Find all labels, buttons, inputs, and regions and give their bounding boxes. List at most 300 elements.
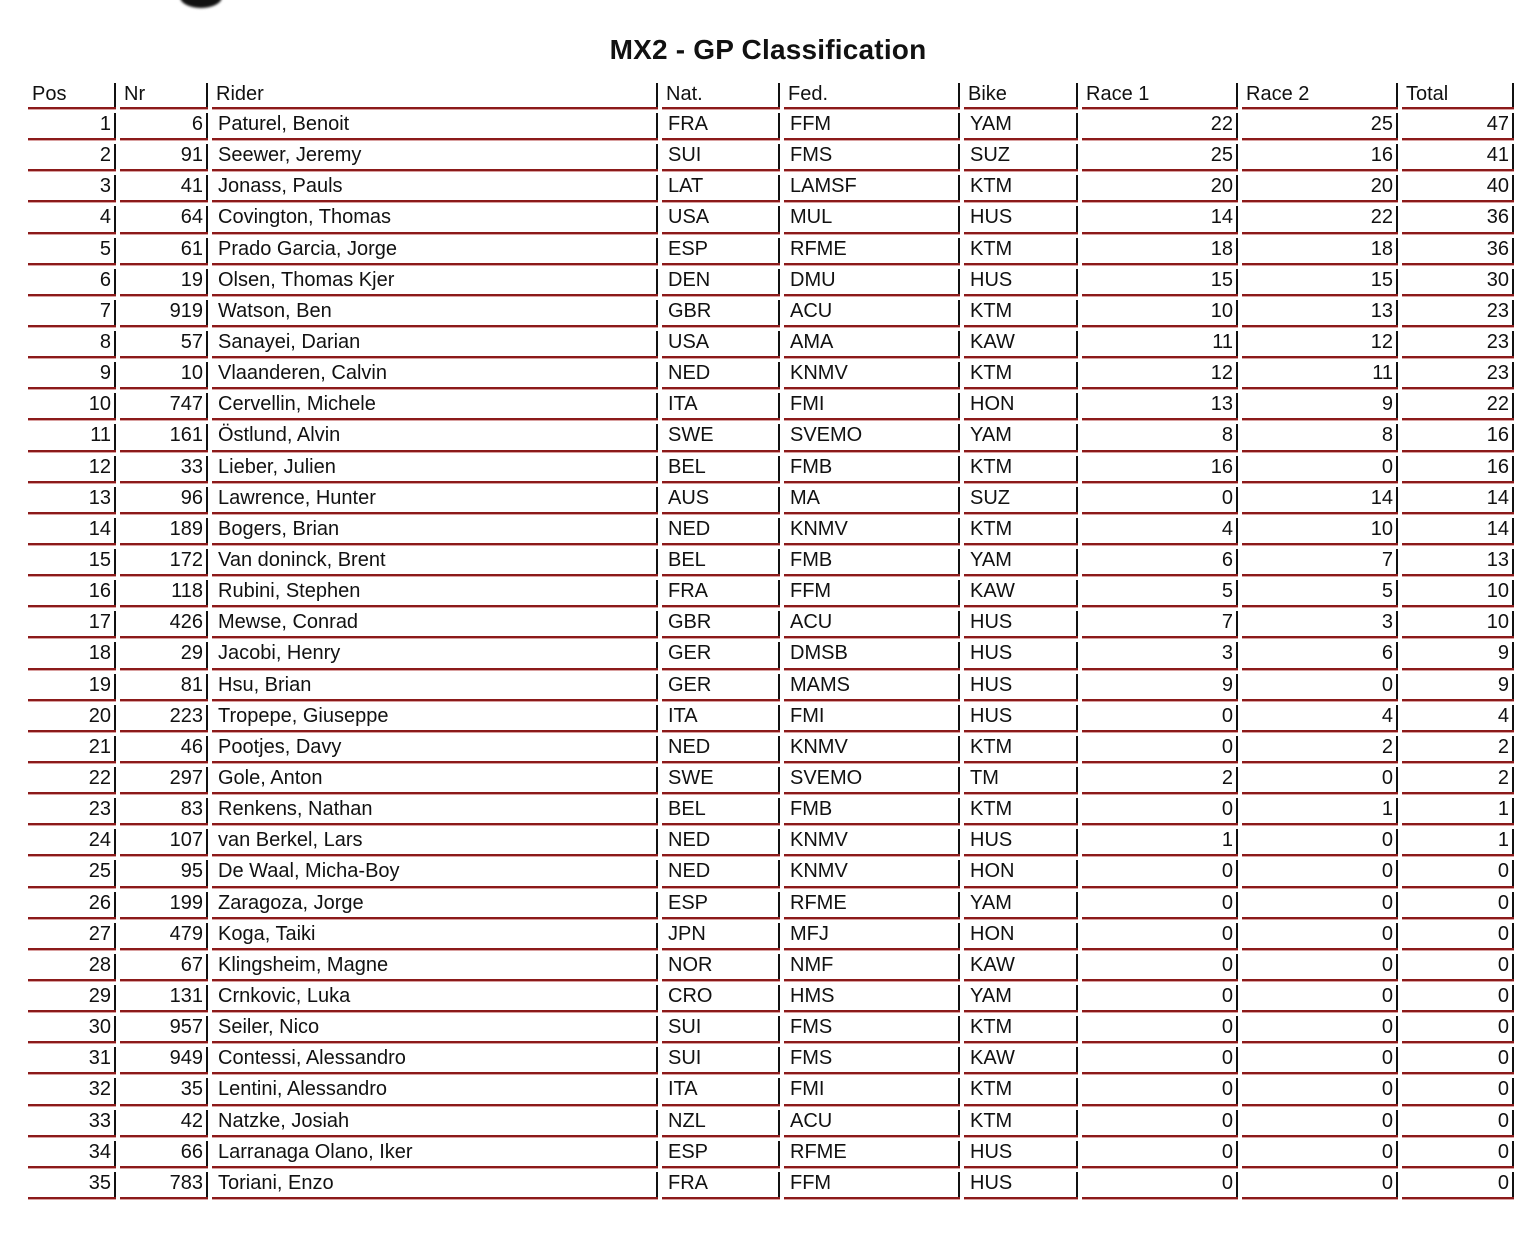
cell-rider: Jacobi, Henry [212,638,658,669]
table-row [28,234,1514,265]
cell-race2: 20 [1242,171,1398,202]
cell-nat: FRA [662,1168,780,1199]
cell-race2: 0 [1242,1168,1398,1199]
cell-bike: KTM [964,171,1078,202]
cell-pos: 33 [28,1106,116,1137]
cell-race1: 15 [1082,265,1238,296]
table-row [28,1168,1514,1199]
cell-bike: YAM [964,981,1078,1012]
cell-fed: RFME [784,1137,960,1168]
cell-race1: 1 [1082,825,1238,856]
cell-pos: 14 [28,514,116,545]
cell-pos: 9 [28,358,116,389]
cell-rider: Sanayei, Darian [212,327,658,358]
cell-race2: 0 [1242,919,1398,950]
column-header-pos: Pos [28,79,116,109]
cell-total: 9 [1402,638,1514,669]
table-row [28,825,1514,856]
cell-nr: 67 [120,950,208,981]
cell-nat: SUI [662,1012,780,1043]
cell-nat: FRA [662,576,780,607]
cell-nr: 919 [120,296,208,327]
cell-rider: Östlund, Alvin [212,420,658,451]
cell-race1: 0 [1082,950,1238,981]
cell-nat: USA [662,327,780,358]
cell-fed: FMB [784,545,960,576]
cell-race2: 14 [1242,483,1398,514]
cell-fed: ACU [784,607,960,638]
cell-race1: 3 [1082,638,1238,669]
cell-rider: van Berkel, Lars [212,825,658,856]
cell-pos: 7 [28,296,116,327]
cell-race1: 0 [1082,701,1238,732]
cell-nat: BEL [662,794,780,825]
cell-race1: 0 [1082,981,1238,1012]
cell-fed: NMF [784,950,960,981]
cell-total: 36 [1402,234,1514,265]
cell-rider: Van doninck, Brent [212,545,658,576]
table-row [28,670,1514,701]
cell-nr: 189 [120,514,208,545]
cell-race1: 22 [1082,109,1238,140]
cell-race2: 3 [1242,607,1398,638]
column-header-bike: Bike [964,79,1078,109]
cell-race2: 5 [1242,576,1398,607]
cell-race1: 13 [1082,389,1238,420]
cell-bike: YAM [964,545,1078,576]
cell-fed: SVEMO [784,763,960,794]
cell-total: 0 [1402,1168,1514,1199]
cell-bike: HUS [964,1137,1078,1168]
cell-bike: HUS [964,701,1078,732]
cell-nat: JPN [662,919,780,950]
cell-rider: Cervellin, Michele [212,389,658,420]
cell-nat: NED [662,825,780,856]
cell-nr: 95 [120,856,208,887]
cell-pos: 27 [28,919,116,950]
cell-bike: KAW [964,950,1078,981]
cell-bike: HUS [964,1168,1078,1199]
cell-nat: NED [662,358,780,389]
cell-fed: LAMSF [784,171,960,202]
cell-total: 0 [1402,1137,1514,1168]
cell-race2: 0 [1242,856,1398,887]
cell-bike: HUS [964,825,1078,856]
cell-pos: 10 [28,389,116,420]
cell-pos: 5 [28,234,116,265]
table-row [28,981,1514,1012]
cell-nr: 172 [120,545,208,576]
table-row [28,296,1514,327]
cell-nat: ITA [662,1074,780,1105]
cell-bike: HON [964,389,1078,420]
cell-race1: 0 [1082,856,1238,887]
cell-pos: 35 [28,1168,116,1199]
cell-nr: 42 [120,1106,208,1137]
cell-bike: SUZ [964,483,1078,514]
cell-race1: 12 [1082,358,1238,389]
cell-rider: Jonass, Pauls [212,171,658,202]
cell-bike: HON [964,919,1078,950]
cell-fed: FFM [784,1168,960,1199]
cell-rider: Koga, Taiki [212,919,658,950]
cell-race1: 25 [1082,140,1238,171]
cell-total: 2 [1402,732,1514,763]
table-row [28,950,1514,981]
cell-pos: 1 [28,109,116,140]
cell-rider: De Waal, Micha-Boy [212,856,658,887]
cell-total: 47 [1402,109,1514,140]
cell-fed: HMS [784,981,960,1012]
cell-race2: 12 [1242,327,1398,358]
table-header-row [28,79,1514,109]
cell-race2: 13 [1242,296,1398,327]
cell-nr: 57 [120,327,208,358]
cell-nat: LAT [662,171,780,202]
cell-race2: 0 [1242,1043,1398,1074]
cell-race2: 0 [1242,1106,1398,1137]
cell-pos: 4 [28,202,116,233]
cell-pos: 2 [28,140,116,171]
cell-pos: 15 [28,545,116,576]
table-row [28,358,1514,389]
cell-race1: 8 [1082,420,1238,451]
cell-nat: NED [662,732,780,763]
cell-bike: HUS [964,202,1078,233]
cell-total: 4 [1402,701,1514,732]
cell-race1: 18 [1082,234,1238,265]
classification-table [28,79,1514,1199]
cell-pos: 28 [28,950,116,981]
table-row [28,265,1514,296]
cell-race1: 0 [1082,1106,1238,1137]
cell-fed: FMS [784,1012,960,1043]
cell-total: 9 [1402,670,1514,701]
cell-rider: Mewse, Conrad [212,607,658,638]
table-row [28,140,1514,171]
cell-bike: HUS [964,265,1078,296]
cell-fed: ACU [784,296,960,327]
cell-rider: Paturel, Benoit [212,109,658,140]
cell-race2: 9 [1242,389,1398,420]
cell-total: 2 [1402,763,1514,794]
cell-fed: FMS [784,140,960,171]
cell-race2: 0 [1242,981,1398,1012]
cell-pos: 11 [28,420,116,451]
cell-nat: ESP [662,1137,780,1168]
cell-bike: HUS [964,638,1078,669]
table-row [28,327,1514,358]
table-row [28,576,1514,607]
cell-rider: Klingsheim, Magne [212,950,658,981]
cell-race1: 0 [1082,888,1238,919]
column-header-nat: Nat. [662,79,780,109]
cell-race1: 0 [1082,1168,1238,1199]
table-row [28,545,1514,576]
cell-total: 0 [1402,1012,1514,1043]
cell-bike: YAM [964,420,1078,451]
cell-race1: 16 [1082,452,1238,483]
cell-rider: Contessi, Alessandro [212,1043,658,1074]
cell-race2: 6 [1242,638,1398,669]
cell-rider: Covington, Thomas [212,202,658,233]
cell-race1: 0 [1082,1137,1238,1168]
table-row [28,202,1514,233]
cell-total: 1 [1402,794,1514,825]
cell-nr: 747 [120,389,208,420]
cell-fed: FMI [784,701,960,732]
cell-total: 22 [1402,389,1514,420]
cell-bike: YAM [964,888,1078,919]
cell-bike: HUS [964,670,1078,701]
cell-race1: 0 [1082,1012,1238,1043]
cell-total: 0 [1402,981,1514,1012]
cell-total: 10 [1402,576,1514,607]
cell-rider: Zaragoza, Jorge [212,888,658,919]
cell-race1: 9 [1082,670,1238,701]
cell-race1: 7 [1082,607,1238,638]
cell-race1: 4 [1082,514,1238,545]
cell-fed: MFJ [784,919,960,950]
cell-fed: FMI [784,1074,960,1105]
table-row [28,701,1514,732]
cell-rider: Vlaanderen, Calvin [212,358,658,389]
cell-bike: HUS [964,607,1078,638]
cell-race2: 18 [1242,234,1398,265]
table-row [28,514,1514,545]
cell-pos: 22 [28,763,116,794]
cell-race1: 10 [1082,296,1238,327]
cell-pos: 20 [28,701,116,732]
cell-rider: Watson, Ben [212,296,658,327]
cell-nat: SWE [662,420,780,451]
cell-fed: FMB [784,452,960,483]
cell-nr: 19 [120,265,208,296]
cell-nat: BEL [662,452,780,483]
cell-bike: KTM [964,514,1078,545]
table-row [28,1012,1514,1043]
cell-race2: 15 [1242,265,1398,296]
cell-fed: KNMV [784,514,960,545]
cell-nr: 35 [120,1074,208,1105]
cell-nat: FRA [662,109,780,140]
cell-total: 41 [1402,140,1514,171]
cell-nr: 426 [120,607,208,638]
cell-bike: KTM [964,452,1078,483]
table-row [28,732,1514,763]
cell-bike: KTM [964,296,1078,327]
cell-race1: 5 [1082,576,1238,607]
table-row [28,607,1514,638]
table-row [28,483,1514,514]
cell-fed: DMSB [784,638,960,669]
cell-nr: 783 [120,1168,208,1199]
cell-pos: 18 [28,638,116,669]
cell-bike: YAM [964,109,1078,140]
cell-nat: DEN [662,265,780,296]
cell-total: 13 [1402,545,1514,576]
cell-nat: NOR [662,950,780,981]
cell-nat: CRO [662,981,780,1012]
cell-nr: 96 [120,483,208,514]
cell-race2: 22 [1242,202,1398,233]
cell-pos: 23 [28,794,116,825]
page-title: MX2 - GP Classification [609,34,927,65]
table-row [28,638,1514,669]
cell-nr: 297 [120,763,208,794]
cell-fed: FMI [784,389,960,420]
cell-fed: AMA [784,327,960,358]
cell-rider: Larranaga Olano, Iker [212,1137,658,1168]
cell-race2: 16 [1242,140,1398,171]
cell-pos: 26 [28,888,116,919]
cell-race2: 1 [1242,794,1398,825]
cell-nr: 10 [120,358,208,389]
cell-rider: Bogers, Brian [212,514,658,545]
cell-bike: KAW [964,576,1078,607]
cell-bike: KTM [964,732,1078,763]
cell-rider: Seiler, Nico [212,1012,658,1043]
cell-nat: GER [662,638,780,669]
cell-pos: 17 [28,607,116,638]
cell-race2: 11 [1242,358,1398,389]
cell-rider: Rubini, Stephen [212,576,658,607]
table-row [28,171,1514,202]
cell-pos: 3 [28,171,116,202]
cell-rider: Crnkovic, Luka [212,981,658,1012]
cell-rider: Gole, Anton [212,763,658,794]
cell-nr: 81 [120,670,208,701]
cell-nr: 46 [120,732,208,763]
cell-race2: 8 [1242,420,1398,451]
cell-race2: 0 [1242,888,1398,919]
cell-fed: FMS [784,1043,960,1074]
cell-total: 23 [1402,327,1514,358]
cell-nr: 66 [120,1137,208,1168]
cell-total: 16 [1402,452,1514,483]
cell-race2: 0 [1242,452,1398,483]
cell-rider: Renkens, Nathan [212,794,658,825]
table-row [28,794,1514,825]
cell-total: 0 [1402,1043,1514,1074]
cell-race2: 0 [1242,763,1398,794]
cell-bike: SUZ [964,140,1078,171]
cell-nat: AUS [662,483,780,514]
cell-pos: 25 [28,856,116,887]
cell-race2: 25 [1242,109,1398,140]
cell-pos: 19 [28,670,116,701]
cell-pos: 29 [28,981,116,1012]
cell-race1: 20 [1082,171,1238,202]
table-row [28,888,1514,919]
cell-nr: 949 [120,1043,208,1074]
cell-race1: 0 [1082,794,1238,825]
cell-nat: GBR [662,607,780,638]
cell-fed: MAMS [784,670,960,701]
cell-rider: Lentini, Alessandro [212,1074,658,1105]
cell-race2: 0 [1242,825,1398,856]
table-row [28,763,1514,794]
cell-nr: 161 [120,420,208,451]
cell-fed: FFM [784,576,960,607]
cell-total: 16 [1402,420,1514,451]
cell-nat: NZL [662,1106,780,1137]
cell-nat: USA [662,202,780,233]
cell-pos: 16 [28,576,116,607]
table-row [28,1043,1514,1074]
cell-race1: 2 [1082,763,1238,794]
cell-nr: 29 [120,638,208,669]
cell-pos: 24 [28,825,116,856]
cell-nat: GBR [662,296,780,327]
cell-bike: HON [964,856,1078,887]
column-header-total: Total [1402,79,1514,109]
cell-bike: KTM [964,234,1078,265]
cell-nat: SWE [662,763,780,794]
cell-pos: 32 [28,1074,116,1105]
cell-pos: 21 [28,732,116,763]
cell-nr: 33 [120,452,208,483]
cell-pos: 34 [28,1137,116,1168]
cell-pos: 8 [28,327,116,358]
cell-race1: 0 [1082,1043,1238,1074]
cell-total: 14 [1402,514,1514,545]
cell-nr: 118 [120,576,208,607]
cell-nr: 223 [120,701,208,732]
cell-nr: 41 [120,171,208,202]
cell-rider: Lawrence, Hunter [212,483,658,514]
cell-nr: 6 [120,109,208,140]
cell-total: 0 [1402,856,1514,887]
cell-rider: Seewer, Jeremy [212,140,658,171]
cell-fed: MUL [784,202,960,233]
column-header-race2: Race 2 [1242,79,1398,109]
cell-fed: KNMV [784,732,960,763]
cell-rider: Natzke, Josiah [212,1106,658,1137]
cell-total: 23 [1402,296,1514,327]
cell-nr: 91 [120,140,208,171]
table-body [28,109,1514,1199]
cell-total: 30 [1402,265,1514,296]
cell-race2: 7 [1242,545,1398,576]
table-row [28,389,1514,420]
cell-race2: 0 [1242,1074,1398,1105]
table-row [28,1106,1514,1137]
cell-fed: FMB [784,794,960,825]
cell-total: 0 [1402,919,1514,950]
cell-rider: Toriani, Enzo [212,1168,658,1199]
cell-fed: RFME [784,234,960,265]
cell-nat: BEL [662,545,780,576]
cell-nr: 479 [120,919,208,950]
cell-race2: 10 [1242,514,1398,545]
cell-nr: 199 [120,888,208,919]
cell-race1: 6 [1082,545,1238,576]
cell-rider: Prado Garcia, Jorge [212,234,658,265]
cell-rider: Lieber, Julien [212,452,658,483]
cell-nat: GER [662,670,780,701]
cell-total: 23 [1402,358,1514,389]
column-header-fed: Fed. [784,79,960,109]
cell-fed: RFME [784,888,960,919]
logo-fragment [180,0,222,8]
cell-rider: Pootjes, Davy [212,732,658,763]
cell-race1: 0 [1082,732,1238,763]
table-row [28,1074,1514,1105]
cell-race1: 11 [1082,327,1238,358]
cell-total: 40 [1402,171,1514,202]
cell-fed: FFM [784,109,960,140]
